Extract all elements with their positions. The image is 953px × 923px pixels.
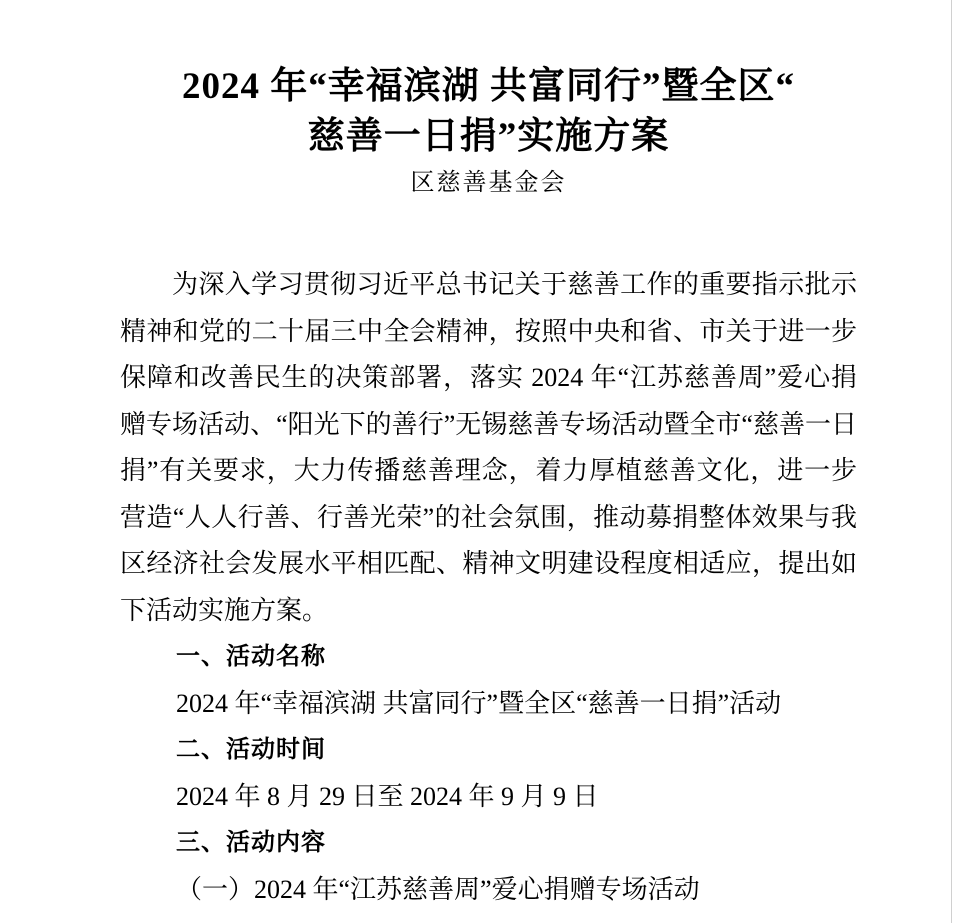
- section-3-content: （一）2024 年“江苏慈善周”爱心捐赠专场活动: [176, 874, 700, 904]
- section-activity-content: [120, 820, 857, 913]
- section-2-content: 2024 年 8 月 29 日至 2024 年 9 月 9 日: [176, 781, 599, 811]
- document-title-line-1: 2024 年“幸福滨湖 共富同行”暨全区“: [182, 66, 795, 107]
- section-activity-name: [120, 634, 857, 727]
- document-title-line-2: 慈善一日捐”实施方案: [307, 116, 670, 157]
- document-content: [120, 0, 857, 913]
- intro-paragraph: 为深入学习贯彻习近平总书记关于慈善工作的重要指示批示精神和党的二十届三中全会精神，按照中央和省、市关于进一步保障和改善民生的决策部署，落实 2024 年“江苏慈善周”爱心捐赠专场活动、“阳光下的善行”无锡慈善专场活动暨全市“慈善一日捐”有关要求，大力传播慈善理念，着力厚植慈善文化，进一步营造“人人行善、行善光荣”的社会氛围，推动募捐整体效果与我区经济社会发展水平相匹配、精神文明建设程度相适应，提出如下活动实施方案。: [120, 270, 857, 625]
- document-title: [120, 62, 857, 162]
- section-1-content: 2024 年“幸福滨湖 共富同行”暨全区“慈善一日捐”活动: [176, 688, 782, 718]
- document-author: 区慈善基金会: [410, 170, 567, 196]
- section-2-heading: 二、活动时间: [176, 736, 326, 763]
- page-right-edge-divider: [951, 0, 952, 923]
- section-3-heading: 三、活动内容: [176, 829, 326, 856]
- section-activity-time: [120, 727, 857, 820]
- section-1-heading: 一、活动名称: [176, 643, 326, 670]
